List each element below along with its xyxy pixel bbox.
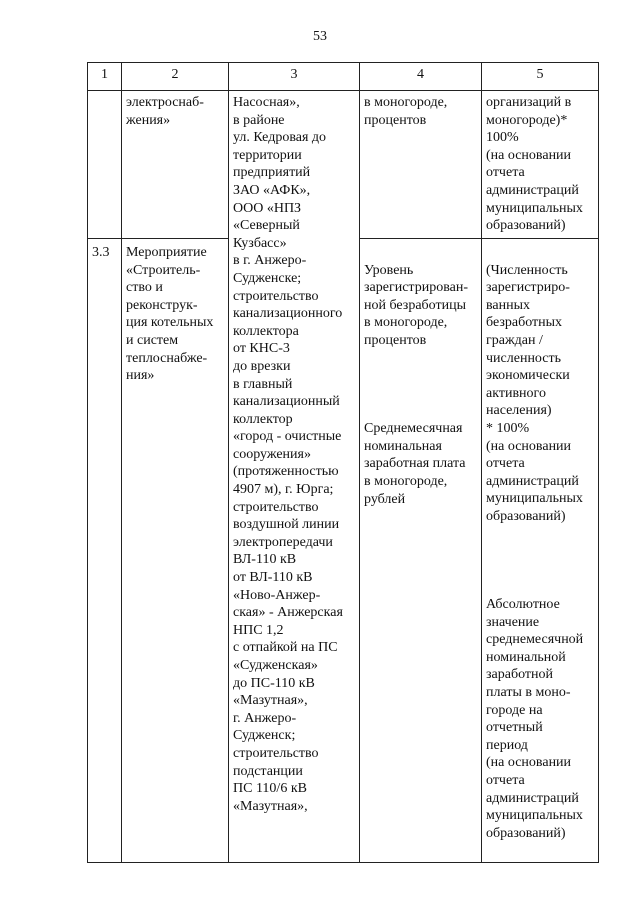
header-col-2: 2 (122, 63, 229, 91)
indicators-cell (360, 239, 482, 863)
indicator-average-wage: Среднемесячная номинальная заработная плата в моногороде, рублей (364, 421, 466, 507)
header-col-5: 5 (482, 63, 599, 91)
continued-indicator-cell: в моногороде, процентов (360, 91, 482, 239)
continued-event-cell: электроснаб- жения» (122, 91, 229, 239)
formulas-cell (482, 239, 599, 863)
header-row (88, 63, 599, 91)
objects-cell: Насосная», в районе ул. Кедровая до территории предприятий ЗАО «АФК», ООО «НПЗ «Северный Кузбасс» в г. Анжеро- Судженске; строительство канализационного коллектора от КНС-3 до врезки в главный канализационный коллектор «город - очистные сооружения» (протяженностью 4907 м), г. Юрга; строительство воздушной линии электропередачи ВЛ-110 кВ от ВЛ-110 кВ «Ново-Анжер- ская» - Анжерская НПС 1,2 с отпайкой на ПС «Судженская» до ПС-110 кВ «Мазутная», г. Анжеро- Судженск; строительство подстанции ПС 110/6 кВ «Мазутная», (229, 91, 360, 863)
row-number-cell: 3.3 (88, 239, 122, 863)
header-col-1: 1 (88, 63, 122, 91)
event-cell: Мероприятие «Строитель- ство и реконструк- ция котельных и систем теплоснабже- ния» (122, 239, 229, 863)
formula-average-wage: Абсолютное значение среднемесячной номинальной заработной платы в моно- городе на отчетный период (на основании отчета администраций муниципальных образований) (486, 597, 584, 841)
page-number: 53 (313, 29, 327, 44)
formula-unemployment: (Численность зарегистриро- ванных безработных граждан / численность экономически активного населения) * 100% (на основании отчета администраций муниципальных образований) (486, 262, 583, 524)
program-table (87, 62, 599, 863)
header-col-3: 3 (229, 63, 360, 91)
continued-formula-cell: организаций в моногороде)* 100% (на основании отчета администраций муниципальных образований) (482, 91, 599, 239)
table-row-continued (88, 91, 599, 239)
indicator-unemployment: Уровень зарегистрирован- ной безработицы в моногороде, процентов (364, 262, 468, 348)
continued-number-cell (88, 91, 122, 239)
header-col-4: 4 (360, 63, 482, 91)
